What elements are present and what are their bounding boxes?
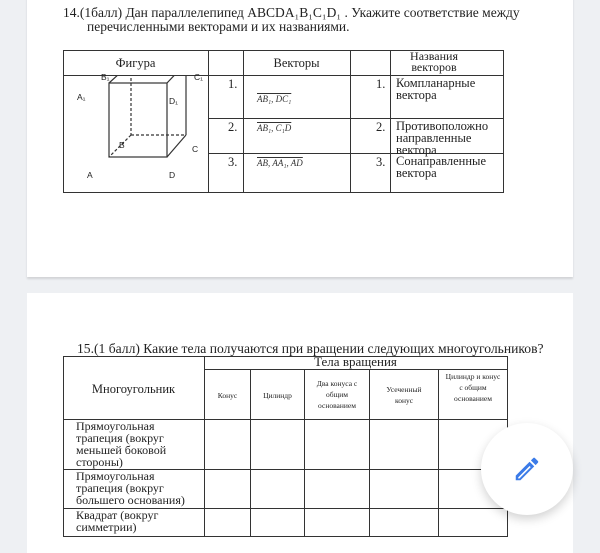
question-15-title: 15.(1 балл) Какие тела получаются при вращении следующих многоугольников? <box>77 341 544 356</box>
row-1-vectors: AB₁, DC₁ <box>257 94 292 104</box>
vertex-label-a1: A₁ <box>77 92 86 102</box>
question-14-line-1: 14.(1балл) Дан параллелепипед ABCDA₁B₁C₁D₁ . Укажите соответствие между <box>63 5 520 20</box>
row-3-name: Сонаправленные вектора <box>396 154 486 180</box>
vectors-table <box>63 50 503 193</box>
vertex-label-b: B <box>119 140 125 150</box>
row-3-vectors: AB, AA₁, AD <box>257 158 303 168</box>
question-14-title <box>63 6 543 34</box>
document-page-2 <box>27 293 573 553</box>
header-two-cones: Два конуса с общим основанием <box>316 379 358 410</box>
rotation-bodies-table <box>63 356 507 537</box>
vertex-label-b1: B₁ <box>101 72 110 82</box>
front-face <box>109 83 167 157</box>
polygon-row-3: Квадрат (вокруг симметрии) <box>76 508 159 534</box>
row-3-number: 3. <box>228 155 238 169</box>
row-2-number: 2. <box>228 120 238 134</box>
document-page-1 <box>27 0 573 277</box>
header-rotation-bodies: Тела вращения <box>314 354 397 369</box>
header-polygon: Многоугольник <box>91 382 176 396</box>
header-cylinder: Цилиндр <box>263 391 292 400</box>
vertex-label-a: A <box>87 170 93 180</box>
pencil-icon <box>512 454 542 484</box>
row-2-vectors: AB₁, C₁D <box>257 123 292 133</box>
question-14-line-2: перечисленными векторами и их названиями. <box>87 19 350 34</box>
row-1-name: Компланарные вектора <box>396 76 476 102</box>
header-vectors: Векторы <box>273 56 320 70</box>
polygon-row-2: Прямоугольная трапеция (вокруг большего основания) <box>76 469 185 507</box>
header-cylinder-and-cone: Цилиндр и конус с общим основанием <box>445 372 501 403</box>
header-names: Названия векторов <box>410 49 458 74</box>
row-1-name-number: 1. <box>376 77 386 91</box>
header-truncated-cone: Усеченный конус <box>386 385 422 405</box>
vertex-label-d: D <box>169 170 176 180</box>
vertex-label-c1: C₁ <box>194 72 204 82</box>
edit-fab-button[interactable] <box>481 423 573 515</box>
vertex-label-c: C <box>192 144 199 154</box>
polygon-row-1: Прямоугольная трапеция (вокруг меньшей боковой стороны) <box>76 419 167 469</box>
row-2-name: Противоположно направленные вектора <box>396 119 489 157</box>
vertex-label-d1: D₁ <box>169 96 179 106</box>
row-1-number: 1. <box>228 77 238 91</box>
header-figure: Фигура <box>115 56 156 70</box>
row-3-name-number: 3. <box>376 155 386 169</box>
header-cone: Конус <box>217 391 238 400</box>
row-2-name-number: 2. <box>376 120 386 134</box>
